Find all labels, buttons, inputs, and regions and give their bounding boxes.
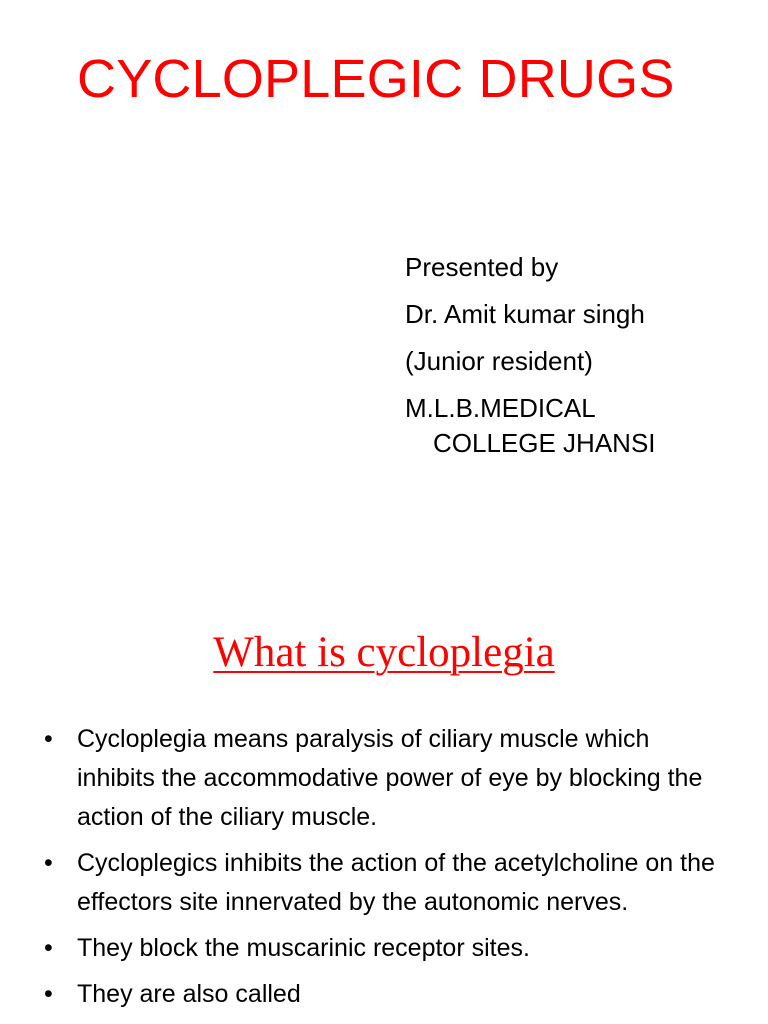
presenter-role: (Junior resident)	[405, 346, 593, 376]
bullet-item	[44, 975, 734, 1014]
bullet-text: They are also called	[77, 980, 301, 1008]
bullet-icon: •	[44, 849, 53, 877]
section-title: What is cycloplegia	[213, 629, 555, 676]
bullet-text: They block the muscarinic receptor sites.	[77, 934, 530, 962]
bullet-list	[44, 720, 734, 1021]
presenter-institution: M.L.B.MEDICAL	[405, 393, 596, 423]
bullet-text: Cycloplegia means paralysis of ciliary muscle which inhibits the accommodative power of eye by blocking the action of the ciliary muscle.	[77, 725, 703, 831]
slide-2	[0, 584, 768, 1024]
bullet-icon: •	[44, 934, 53, 962]
bullet-item	[44, 720, 734, 837]
bullet-item	[44, 844, 734, 922]
bullet-icon: •	[44, 725, 53, 753]
bullet-item	[44, 929, 734, 968]
presenter-institution-cont: COLLEGE JHANSI	[433, 428, 656, 458]
presenter-name: Dr. Amit kumar singh	[405, 299, 645, 329]
presenter-info	[405, 244, 656, 460]
bullet-text: Cycloplegics inhibits the action of the acetylcholine on the effectors site innervated by the autonomic nerves.	[77, 849, 715, 916]
presenter-line: Presented by	[405, 252, 559, 282]
bullet-icon: •	[44, 980, 53, 1008]
slide-title: CYCLOPLEGIC DRUGS	[77, 49, 675, 109]
